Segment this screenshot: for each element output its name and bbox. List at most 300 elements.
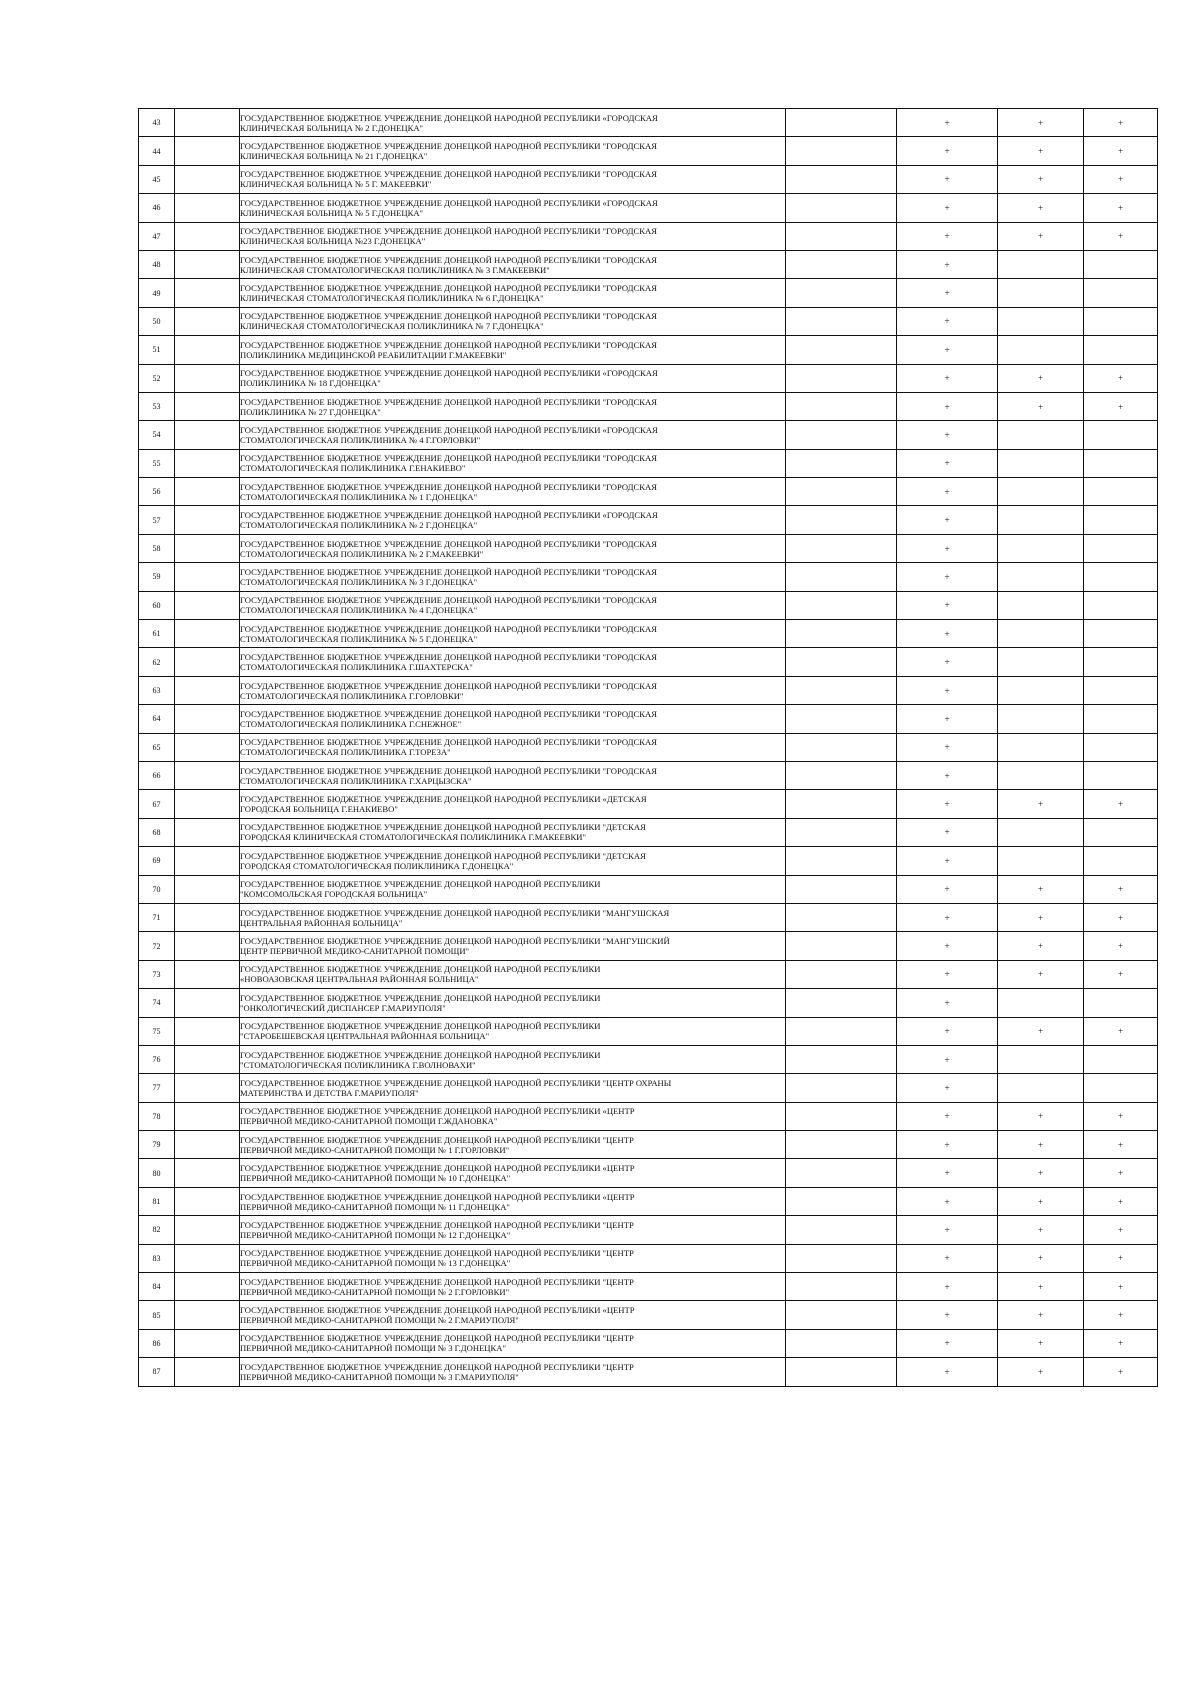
row-number: 65 [139, 733, 175, 761]
mark-cell-2 [998, 648, 1084, 676]
institution-name-cell [240, 165, 786, 193]
mark-cell-3: + [1084, 1244, 1158, 1272]
empty-cell [175, 818, 240, 846]
mark-cell-1: + [897, 478, 998, 506]
row-number: 44 [139, 137, 175, 165]
institution-name-line-2: ПЕРВИЧНОЙ МЕДИКО-САНИТАРНОЙ ПОМОЩИ № 1 Г.ГОРЛОВКИ" [240, 1144, 510, 1155]
institution-name-line-2: "СТАРОБЕШЕВСКАЯ ЦЕНТРАЛЬНАЯ РАЙОННАЯ БОЛЬНИЦА" [240, 1031, 490, 1042]
mark-cell-3: + [1084, 1102, 1158, 1130]
table-body [139, 109, 1158, 1387]
row-number: 86 [139, 1329, 175, 1357]
mark-cell-3 [1084, 449, 1158, 477]
empty-cell [175, 875, 240, 903]
institution-name-line-1: ГОСУДАРСТВЕННОЕ БЮДЖЕТНОЕ УЧРЕЖДЕНИЕ ДОНЕЦКОЙ НАРОДНОЙ РЕСПУБЛИКИ "МАНГУШСКАЯ [240, 907, 670, 918]
table-row [139, 1244, 1158, 1272]
mark-cell-1: + [897, 932, 998, 960]
institution-name-cell [240, 534, 786, 562]
mark-cell-1: + [897, 761, 998, 789]
table-row [139, 1045, 1158, 1073]
institution-name-cell [240, 222, 786, 250]
institution-name-line-2: СТОМАТОЛОГИЧЕСКАЯ ПОЛИКЛИНИКА № 5 Г.ДОНЕЦКА" [240, 633, 478, 644]
empty-cell [175, 336, 240, 364]
mark-cell-2 [998, 676, 1084, 704]
institution-name-cell [240, 733, 786, 761]
table-row [139, 1273, 1158, 1301]
mark-cell-2: + [998, 1102, 1084, 1130]
institution-name-line-2: СТОМАТОЛОГИЧЕСКАЯ ПОЛИКЛИНИКА Г.ТОРЕЗА" [240, 747, 451, 758]
table-row [139, 847, 1158, 875]
institution-name-line-1: ГОСУДАРСТВЕННОЕ БЮДЖЕТНОЕ УЧРЕЖДЕНИЕ ДОНЕЦКОЙ НАРОДНОЙ РЕСПУБЛИКИ "ЦЕНТР [240, 1333, 634, 1344]
mark-cell-2 [998, 620, 1084, 648]
mark-cell-1: + [897, 1187, 998, 1215]
institution-name-line-2: ГОРОДСКАЯ КЛИНИЧЕСКАЯ СТОМАТОЛОГИЧЕСКАЯ ПОЛИКЛИНИКА Г.МАКЕЕВКИ" [240, 832, 586, 843]
institution-name-line-1: ГОСУДАРСТВЕННОЕ БЮДЖЕТНОЕ УЧРЕЖДЕНИЕ ДОНЕЦКОЙ НАРОДНОЙ РЕСПУБЛИКИ «ЦЕНТР [240, 1305, 635, 1316]
empty-cell [175, 506, 240, 534]
mark-cell-3 [1084, 563, 1158, 591]
institution-name-line-1: ГОСУДАРСТВЕННОЕ БЮДЖЕТНОЕ УЧРЕЖДЕНИЕ ДОНЕЦКОЙ НАРОДНОЙ РЕСПУБЛИКИ "ГОРОДСКАЯ [240, 396, 657, 407]
row-number: 84 [139, 1273, 175, 1301]
institution-name-cell [240, 279, 786, 307]
row-number: 46 [139, 194, 175, 222]
empty-cell [786, 648, 897, 676]
empty-cell [786, 478, 897, 506]
mark-cell-1: + [897, 392, 998, 420]
mark-cell-2: + [998, 932, 1084, 960]
institution-name-cell [240, 364, 786, 392]
mark-cell-1: + [897, 1131, 998, 1159]
mark-cell-3: + [1084, 194, 1158, 222]
mark-cell-1: + [897, 336, 998, 364]
empty-cell [786, 733, 897, 761]
mark-cell-1: + [897, 960, 998, 988]
mark-cell-1: + [897, 1017, 998, 1045]
empty-cell [786, 1329, 897, 1357]
empty-cell [786, 1131, 897, 1159]
table-row [139, 250, 1158, 278]
row-number: 51 [139, 336, 175, 364]
institution-name-cell [240, 676, 786, 704]
empty-cell [175, 620, 240, 648]
empty-cell [175, 1045, 240, 1073]
empty-cell [786, 563, 897, 591]
mark-cell-2: + [998, 165, 1084, 193]
mark-cell-3: + [1084, 1131, 1158, 1159]
mark-cell-3 [1084, 307, 1158, 335]
institution-name-line-2: "КОМСОМОЛЬСКАЯ ГОРОДСКАЯ БОЛЬНИЦА" [240, 889, 428, 900]
mark-cell-1: + [897, 279, 998, 307]
mark-cell-2: + [998, 1358, 1084, 1386]
empty-cell [786, 421, 897, 449]
empty-cell [175, 1102, 240, 1130]
mark-cell-2: + [998, 194, 1084, 222]
institution-name-line-2: СТОМАТОЛОГИЧЕСКАЯ ПОЛИКЛИНИКА Г.СНЕЖНОЕ" [240, 718, 462, 729]
mark-cell-2 [998, 534, 1084, 562]
row-number: 74 [139, 989, 175, 1017]
institution-name-cell [240, 620, 786, 648]
institution-name-cell [240, 790, 786, 818]
mark-cell-1: + [897, 250, 998, 278]
institution-name-line-2: ПЕРВИЧНОЙ МЕДИКО-САНИТАРНОЙ ПОМОЩИ № 13 Г.ДОНЕЦКА" [240, 1258, 511, 1269]
table-row [139, 932, 1158, 960]
mark-cell-1: + [897, 1159, 998, 1187]
row-number: 61 [139, 620, 175, 648]
institution-name-line-2: СТОМАТОЛОГИЧЕСКАЯ ПОЛИКЛИНИКА № 2 Г.ДОНЕЦКА" [240, 520, 478, 531]
empty-cell [786, 903, 897, 931]
mark-cell-1: + [897, 790, 998, 818]
table-row [139, 733, 1158, 761]
row-number: 73 [139, 960, 175, 988]
mark-cell-1: + [897, 1358, 998, 1386]
institution-name-line-2: «НОВОАЗОВСКАЯ ЦЕНТРАЛЬНАЯ РАЙОННАЯ БОЛЬНИЦА" [240, 974, 479, 985]
empty-cell [786, 960, 897, 988]
empty-cell [786, 1187, 897, 1215]
institution-name-line-1: ГОСУДАРСТВЕННОЕ БЮДЖЕТНОЕ УЧРЕЖДЕНИЕ ДОНЕЦКОЙ НАРОДНОЙ РЕСПУБЛИКИ [240, 964, 601, 975]
institution-name-cell [240, 137, 786, 165]
row-number: 70 [139, 875, 175, 903]
empty-cell [786, 705, 897, 733]
row-number: 45 [139, 165, 175, 193]
empty-cell [786, 790, 897, 818]
table-row [139, 534, 1158, 562]
table-row [139, 109, 1158, 137]
empty-cell [175, 733, 240, 761]
institution-name-cell [240, 421, 786, 449]
institution-name-line-2: СТОМАТОЛОГИЧЕСКАЯ ПОЛИКЛИНИКА Г.ГОРЛОВКИ" [240, 690, 464, 701]
institutions-table [138, 108, 1158, 1387]
empty-cell [175, 1301, 240, 1329]
mark-cell-2: + [998, 960, 1084, 988]
mark-cell-3 [1084, 250, 1158, 278]
row-number: 62 [139, 648, 175, 676]
institution-name-line-2: ПЕРВИЧНОЙ МЕДИКО-САНИТАРНОЙ ПОМОЩИ Г.ЖДАНОВКА" [240, 1116, 498, 1127]
empty-cell [175, 1244, 240, 1272]
institution-name-cell [240, 1358, 786, 1386]
empty-cell [786, 392, 897, 420]
empty-cell [175, 903, 240, 931]
row-number: 48 [139, 250, 175, 278]
row-number: 80 [139, 1159, 175, 1187]
institution-name-line-1: ГОСУДАРСТВЕННОЕ БЮДЖЕТНОЕ УЧРЕЖДЕНИЕ ДОНЕЦКОЙ НАРОДНОЙ РЕСПУБЛИКИ «ЦЕНТР [240, 1106, 635, 1117]
empty-cell [786, 1216, 897, 1244]
institution-name-cell [240, 1301, 786, 1329]
empty-cell [175, 989, 240, 1017]
mark-cell-1: + [897, 421, 998, 449]
mark-cell-3 [1084, 421, 1158, 449]
mark-cell-2 [998, 478, 1084, 506]
mark-cell-2: + [998, 1216, 1084, 1244]
empty-cell [175, 790, 240, 818]
row-number: 87 [139, 1358, 175, 1386]
empty-cell [786, 1301, 897, 1329]
row-number: 49 [139, 279, 175, 307]
table-row [139, 1358, 1158, 1386]
institution-name-cell [240, 1187, 786, 1215]
mark-cell-3: + [1084, 932, 1158, 960]
row-number: 83 [139, 1244, 175, 1272]
mark-cell-1: + [897, 109, 998, 137]
empty-cell [786, 932, 897, 960]
table-row [139, 1131, 1158, 1159]
institution-name-line-2: КЛИНИЧЕСКАЯ БОЛЬНИЦА № 5 Г. МАКЕЕВКИ" [240, 179, 432, 190]
institution-name-line-2: ЦЕНТРАЛЬНАЯ РАЙОННАЯ БОЛЬНИЦА" [240, 917, 403, 928]
table-row [139, 1159, 1158, 1187]
mark-cell-2: + [998, 1244, 1084, 1272]
empty-cell [175, 449, 240, 477]
mark-cell-2: + [998, 222, 1084, 250]
table-row [139, 421, 1158, 449]
table-row [139, 364, 1158, 392]
empty-cell [175, 1216, 240, 1244]
institution-name-line-1: ГОСУДАРСТВЕННОЕ БЮДЖЕТНОЕ УЧРЕЖДЕНИЕ ДОНЕЦКОЙ НАРОДНОЙ РЕСПУБЛИКИ "ГОРОДСКАЯ [240, 453, 657, 464]
institution-name-cell [240, 1159, 786, 1187]
institution-name-line-2: ПЕРВИЧНОЙ МЕДИКО-САНИТАРНОЙ ПОМОЩИ № 2 Г.МАРИУПОЛЯ" [240, 1315, 519, 1326]
empty-cell [786, 534, 897, 562]
table-row [139, 818, 1158, 846]
institution-name-cell [240, 1273, 786, 1301]
institution-name-line-2: КЛИНИЧЕСКАЯ СТОМАТОЛОГИЧЕСКАЯ ПОЛИКЛИНИКА № 6 Г.ДОНЕЦКА" [240, 293, 544, 304]
mark-cell-1: + [897, 903, 998, 931]
empty-cell [175, 222, 240, 250]
empty-cell [175, 932, 240, 960]
institution-name-line-2: ПОЛИКЛИНИКА МЕДИЦИНСКОЙ РЕАБИЛИТАЦИИ Г.МАКЕЕВКИ" [240, 349, 507, 360]
institution-name-line-1: ГОСУДАРСТВЕННОЕ БЮДЖЕТНОЕ УЧРЕЖДЕНИЕ ДОНЕЦКОЙ НАРОДНОЙ РЕСПУБЛИКИ "ГОРОДСКАЯ [240, 708, 657, 719]
mark-cell-2 [998, 989, 1084, 1017]
row-number: 67 [139, 790, 175, 818]
institution-name-line-1: ГОСУДАРСТВЕННОЕ БЮДЖЕТНОЕ УЧРЕЖДЕНИЕ ДОНЕЦКОЙ НАРОДНОЙ РЕСПУБЛИКИ «ГОРОДСКАЯ [240, 424, 658, 435]
institution-name-line-2: СТОМАТОЛОГИЧЕСКАЯ ПОЛИКЛИНИКА Г.ШАХТЕРСКА" [240, 662, 473, 673]
institution-name-line-1: ГОСУДАРСТВЕННОЕ БЮДЖЕТНОЕ УЧРЕЖДЕНИЕ ДОНЕЦКОЙ НАРОДНОЙ РЕСПУБЛИКИ "МАНГУШСКИЙ [240, 936, 670, 947]
empty-cell [175, 847, 240, 875]
mark-cell-2 [998, 506, 1084, 534]
institution-name-line-1: ГОСУДАРСТВЕННОЕ БЮДЖЕТНОЕ УЧРЕЖДЕНИЕ ДОНЕЦКОЙ НАРОДНОЙ РЕСПУБЛИКИ "ДЕТСКАЯ [240, 850, 646, 861]
mark-cell-3 [1084, 989, 1158, 1017]
row-number: 85 [139, 1301, 175, 1329]
row-number: 64 [139, 705, 175, 733]
table-row [139, 1102, 1158, 1130]
institution-name-line-1: ГОСУДАРСТВЕННОЕ БЮДЖЕТНОЕ УЧРЕЖДЕНИЕ ДОНЕЦКОЙ НАРОДНОЙ РЕСПУБЛИКИ "ГОРОДСКАЯ [240, 737, 657, 748]
institution-name-cell [240, 1102, 786, 1130]
institution-name-line-2: КЛИНИЧЕСКАЯ БОЛЬНИЦА № 21 Г.ДОНЕЦКА" [240, 151, 428, 162]
empty-cell [175, 1358, 240, 1386]
empty-cell [786, 847, 897, 875]
mark-cell-1: + [897, 1301, 998, 1329]
mark-cell-2 [998, 307, 1084, 335]
empty-cell [175, 392, 240, 420]
mark-cell-2 [998, 591, 1084, 619]
empty-cell [786, 1273, 897, 1301]
mark-cell-3: + [1084, 875, 1158, 903]
mark-cell-1: + [897, 847, 998, 875]
mark-cell-1: + [897, 364, 998, 392]
institution-name-line-1: ГОСУДАРСТВЕННОЕ БЮДЖЕТНОЕ УЧРЕЖДЕНИЕ ДОНЕЦКОЙ НАРОДНОЙ РЕСПУБЛИКИ "ГОРОДСКАЯ [240, 226, 657, 237]
institution-name-line-1: ГОСУДАРСТВЕННОЕ БЮДЖЕТНОЕ УЧРЕЖДЕНИЕ ДОНЕЦКОЙ НАРОДНОЙ РЕСПУБЛИКИ "ГОРОДСКАЯ [240, 283, 657, 294]
mark-cell-2 [998, 1074, 1084, 1102]
mark-cell-3: + [1084, 1159, 1158, 1187]
row-number: 69 [139, 847, 175, 875]
mark-cell-2: + [998, 903, 1084, 931]
mark-cell-2 [998, 705, 1084, 733]
empty-cell [175, 960, 240, 988]
table-row [139, 449, 1158, 477]
institution-name-line-2: ПОЛИКЛИНИКА № 18 Г.ДОНЕЦКА" [240, 378, 381, 389]
row-number: 60 [139, 591, 175, 619]
table-row [139, 960, 1158, 988]
institution-name-line-1: ГОСУДАРСТВЕННОЕ БЮДЖЕТНОЕ УЧРЕЖДЕНИЕ ДОНЕЦКОЙ НАРОДНОЙ РЕСПУБЛИКИ [240, 879, 601, 890]
empty-cell [175, 364, 240, 392]
empty-cell [786, 307, 897, 335]
institution-name-line-2: ПЕРВИЧНОЙ МЕДИКО-САНИТАРНОЙ ПОМОЩИ № 3 Г.МАРИУПОЛЯ" [240, 1371, 519, 1382]
institution-name-line-2: КЛИНИЧЕСКАЯ БОЛЬНИЦА № 2 Г.ДОНЕЦКА" [240, 122, 424, 133]
table-row [139, 392, 1158, 420]
institution-name-line-2: "СТОМАТОЛОГИЧЕСКАЯ ПОЛИКЛИНИКА Г.ВОЛНОВАХИ" [240, 1059, 476, 1070]
institution-name-line-1: ГОСУДАРСТВЕННОЕ БЮДЖЕТНОЕ УЧРЕЖДЕНИЕ ДОНЕЦКОЙ НАРОДНОЙ РЕСПУБЛИКИ "ЦЕНТР [240, 1248, 634, 1259]
row-number: 50 [139, 307, 175, 335]
table-row [139, 279, 1158, 307]
row-number: 77 [139, 1074, 175, 1102]
table-row [139, 1301, 1158, 1329]
mark-cell-2 [998, 279, 1084, 307]
institution-name-line-2: ГОРОДСКАЯ СТОМАТОЛОГИЧЕСКАЯ ПОЛИКЛИНИКА Г.ДОНЕЦКА" [240, 860, 514, 871]
institution-name-cell [240, 1045, 786, 1073]
mark-cell-1: + [897, 1045, 998, 1073]
row-number: 71 [139, 903, 175, 931]
institution-name-line-1: ГОСУДАРСТВЕННОЕ БЮДЖЕТНОЕ УЧРЕЖДЕНИЕ ДОНЕЦКОЙ НАРОДНОЙ РЕСПУБЛИКИ «ЦЕНТР [240, 1163, 635, 1174]
institution-name-line-1: ГОСУДАРСТВЕННОЕ БЮДЖЕТНОЕ УЧРЕЖДЕНИЕ ДОНЕЦКОЙ НАРОДНОЙ РЕСПУБЛИКИ «ЦЕНТР [240, 1191, 635, 1202]
institution-name-line-2: ПЕРВИЧНОЙ МЕДИКО-САНИТАРНОЙ ПОМОЩИ № 11 Г.ДОНЕЦКА" [240, 1201, 510, 1212]
institution-name-line-1: ГОСУДАРСТВЕННОЕ БЮДЖЕТНОЕ УЧРЕЖДЕНИЕ ДОНЕЦКОЙ НАРОДНОЙ РЕСПУБЛИКИ «ГОРОДСКАЯ [240, 510, 658, 521]
institution-name-cell [240, 194, 786, 222]
empty-cell [175, 648, 240, 676]
table-row [139, 1017, 1158, 1045]
empty-cell [175, 250, 240, 278]
table-row [139, 648, 1158, 676]
mark-cell-2 [998, 733, 1084, 761]
mark-cell-3 [1084, 591, 1158, 619]
mark-cell-3: + [1084, 109, 1158, 137]
table-row [139, 1216, 1158, 1244]
table-row [139, 1329, 1158, 1357]
row-number: 75 [139, 1017, 175, 1045]
mark-cell-2: + [998, 875, 1084, 903]
row-number: 82 [139, 1216, 175, 1244]
institution-name-line-2: "ОНКОЛОГИЧЕСКИЙ ДИСПАНСЕР Г.МАРИУПОЛЯ" [240, 1002, 446, 1013]
institution-name-cell [240, 478, 786, 506]
institution-name-line-1: ГОСУДАРСТВЕННОЕ БЮДЖЕТНОЕ УЧРЕЖДЕНИЕ ДОНЕЦКОЙ НАРОДНОЙ РЕСПУБЛИКИ "ЦЕНТР [240, 1361, 634, 1372]
mark-cell-3 [1084, 336, 1158, 364]
table-row [139, 989, 1158, 1017]
mark-cell-1: + [897, 875, 998, 903]
row-number: 54 [139, 421, 175, 449]
empty-cell [786, 989, 897, 1017]
mark-cell-3 [1084, 648, 1158, 676]
institution-name-cell [240, 1244, 786, 1272]
institution-name-line-1: ГОСУДАРСТВЕННОЕ БЮДЖЕТНОЕ УЧРЕЖДЕНИЕ ДОНЕЦКОЙ НАРОДНОЙ РЕСПУБЛИКИ «ГОРОДСКАЯ [240, 368, 658, 379]
mark-cell-1: + [897, 1273, 998, 1301]
row-number: 81 [139, 1187, 175, 1215]
institution-name-line-2: ГОРОДСКАЯ БОЛЬНИЦА Г.ЕНАКИЕВО" [240, 804, 398, 815]
row-number: 72 [139, 932, 175, 960]
empty-cell [786, 222, 897, 250]
institution-name-cell [240, 336, 786, 364]
mark-cell-1: + [897, 307, 998, 335]
table-row [139, 194, 1158, 222]
institution-name-cell [240, 989, 786, 1017]
row-number: 76 [139, 1045, 175, 1073]
institution-name-line-2: СТОМАТОЛОГИЧЕСКАЯ ПОЛИКЛИНИКА № 2 Г.МАКЕЕВКИ" [240, 548, 484, 559]
mark-cell-3 [1084, 1074, 1158, 1102]
mark-cell-2 [998, 818, 1084, 846]
institution-name-line-1: ГОСУДАРСТВЕННОЕ БЮДЖЕТНОЕ УЧРЕЖДЕНИЕ ДОНЕЦКОЙ НАРОДНОЙ РЕСПУБЛИКИ "ГОРОДСКАЯ [240, 339, 657, 350]
empty-cell [786, 194, 897, 222]
mark-cell-2: + [998, 1301, 1084, 1329]
institution-name-cell [240, 591, 786, 619]
table-row [139, 506, 1158, 534]
institution-name-line-2: КЛИНИЧЕСКАЯ СТОМАТОЛОГИЧЕСКАЯ ПОЛИКЛИНИКА № 3 Г.МАКЕЕВКИ" [240, 264, 550, 275]
table-row [139, 1187, 1158, 1215]
institution-name-line-1: ГОСУДАРСТВЕННОЕ БЮДЖЕТНОЕ УЧРЕЖДЕНИЕ ДОНЕЦКОЙ НАРОДНОЙ РЕСПУБЛИКИ "ЦЕНТР ОХРАНЫ [240, 1077, 672, 1088]
institution-name-line-1: ГОСУДАРСТВЕННОЕ БЮДЖЕТНОЕ УЧРЕЖДЕНИЕ ДОНЕЦКОЙ НАРОДНОЙ РЕСПУБЛИКИ "ГОРОДСКАЯ [240, 254, 657, 265]
mark-cell-2 [998, 761, 1084, 789]
row-number: 66 [139, 761, 175, 789]
table-row [139, 1074, 1158, 1102]
mark-cell-3 [1084, 478, 1158, 506]
empty-cell [175, 279, 240, 307]
mark-cell-3: + [1084, 392, 1158, 420]
mark-cell-3: + [1084, 903, 1158, 931]
mark-cell-3: + [1084, 364, 1158, 392]
mark-cell-2: + [998, 790, 1084, 818]
empty-cell [786, 279, 897, 307]
institution-name-line-2: СТОМАТОЛОГИЧЕСКАЯ ПОЛИКЛИНИКА № 4 Г.ГОРЛОВКИ" [240, 434, 481, 445]
empty-cell [175, 421, 240, 449]
row-number: 55 [139, 449, 175, 477]
table-row [139, 165, 1158, 193]
row-number: 79 [139, 1131, 175, 1159]
mark-cell-1: + [897, 1102, 998, 1130]
table-row [139, 903, 1158, 931]
row-number: 52 [139, 364, 175, 392]
mark-cell-3: + [1084, 1358, 1158, 1386]
mark-cell-3: + [1084, 1216, 1158, 1244]
empty-cell [175, 676, 240, 704]
empty-cell [786, 506, 897, 534]
institution-name-cell [240, 932, 786, 960]
empty-cell [786, 1358, 897, 1386]
mark-cell-2: + [998, 1329, 1084, 1357]
row-number: 59 [139, 563, 175, 591]
institution-name-line-2: ПОЛИКЛИНИКА № 27 Г.ДОНЕЦКА" [240, 406, 381, 417]
mark-cell-2 [998, 421, 1084, 449]
empty-cell [175, 137, 240, 165]
institution-name-line-1: ГОСУДАРСТВЕННОЕ БЮДЖЕТНОЕ УЧРЕЖДЕНИЕ ДОНЕЦКОЙ НАРОДНОЙ РЕСПУБЛИКИ "ЦЕНТР [240, 1134, 634, 1145]
empty-cell [175, 307, 240, 335]
mark-cell-1: + [897, 620, 998, 648]
table-row [139, 336, 1158, 364]
institution-name-cell [240, 307, 786, 335]
institution-name-cell [240, 875, 786, 903]
empty-cell [786, 875, 897, 903]
institution-name-cell [240, 960, 786, 988]
mark-cell-2: + [998, 1187, 1084, 1215]
institution-name-cell [240, 449, 786, 477]
empty-cell [175, 761, 240, 789]
mark-cell-1: + [897, 506, 998, 534]
empty-cell [786, 1244, 897, 1272]
mark-cell-3 [1084, 676, 1158, 704]
institution-name-line-1: ГОСУДАРСТВЕННОЕ БЮДЖЕТНОЕ УЧРЕЖДЕНИЕ ДОНЕЦКОЙ НАРОДНОЙ РЕСПУБЛИКИ "ДЕТСКАЯ [240, 822, 646, 833]
mark-cell-3 [1084, 620, 1158, 648]
mark-cell-3: + [1084, 1187, 1158, 1215]
